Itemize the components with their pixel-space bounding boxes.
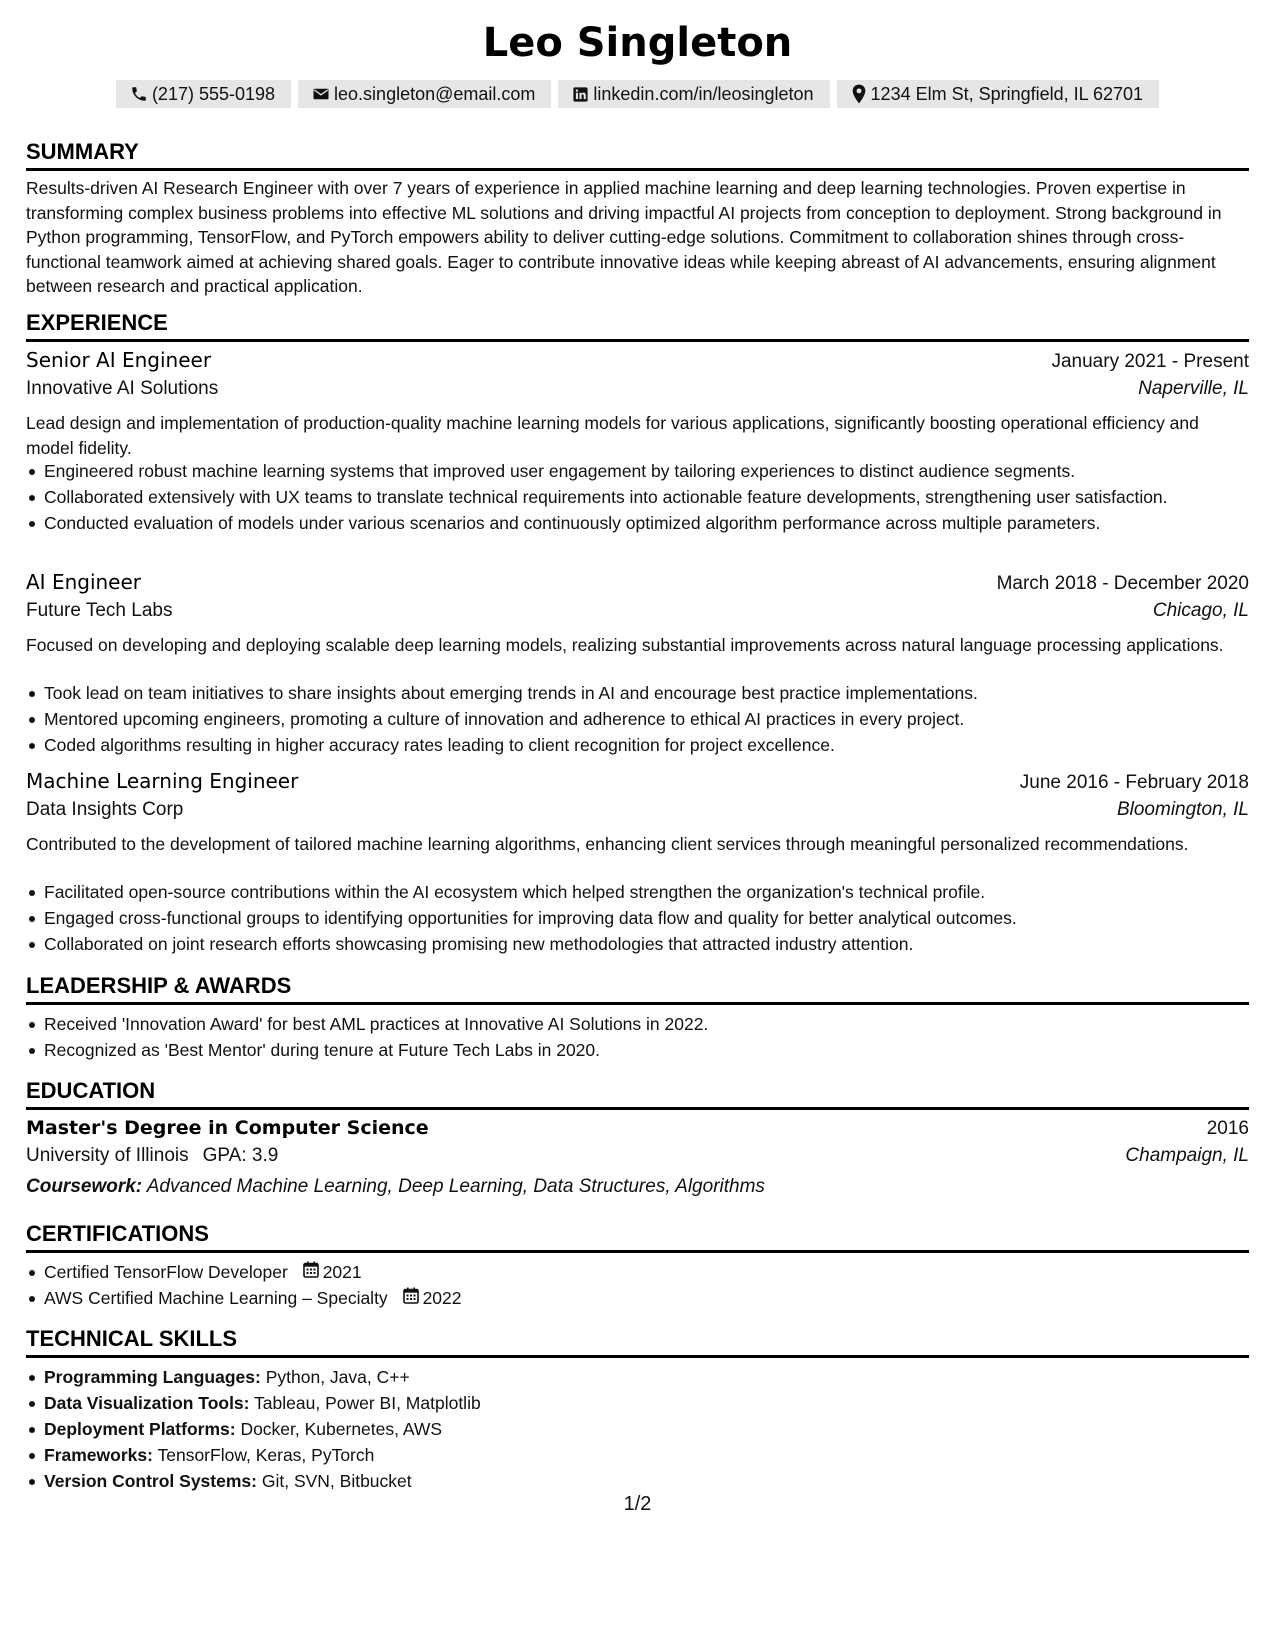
linkedin-text: linkedin.com/in/leosingleton bbox=[593, 83, 814, 104]
degree-title: Master's Degree in Computer Science bbox=[26, 1117, 429, 1139]
certifications-heading: CERTIFICATIONS bbox=[26, 1221, 209, 1246]
skill-value: Python, Java, C++ bbox=[265, 1367, 410, 1387]
address-text: 1234 Elm St, Springfield, IL 62701 bbox=[870, 83, 1144, 104]
skills-list bbox=[26, 1365, 1249, 1495]
list-item bbox=[26, 1417, 1249, 1442]
skill-label: Version Control Systems: bbox=[44, 1471, 257, 1491]
summary-text: Results-driven AI Research Engineer with over 7 years of experience in applied machine learning and deep learning technologies. Proven expertise in transforming complex business problems into effective ML solutions and driving impactful AI projects from conception to deployment. Strong background in Python programming, TensorFlow, and PyTorch empowers ability to deliver cutting-edge solutions. Commitment to collaboration shines through cross-functional teamwork aimed at achieving shared goals. Eager to contribute innovative ideas while keeping abreast of AI advancements, ensuring alignment between research and practical application. bbox=[26, 178, 1222, 296]
contact-phone[interactable] bbox=[116, 80, 291, 108]
list-item bbox=[26, 1286, 1249, 1311]
coursework-list: Advanced Machine Learning, Deep Learning, Data Structures, Algorithms bbox=[146, 1176, 765, 1197]
list-item: Mentored upcoming engineers, promoting a culture of innovation and adherence to ethical AI practices in every project. bbox=[26, 707, 1249, 732]
contact-email[interactable] bbox=[298, 80, 551, 108]
certifications-divider bbox=[26, 1250, 1249, 1253]
education-divider bbox=[26, 1107, 1249, 1110]
leadership-heading: LEADERSHIP & AWARDS bbox=[26, 973, 292, 998]
job-subheader bbox=[26, 799, 1249, 821]
job-location: Naperville, IL bbox=[1138, 378, 1249, 399]
job-company: Future Tech Labs bbox=[26, 600, 173, 621]
cert-date bbox=[303, 1260, 362, 1285]
list-item: Engineered robust machine learning systems that improved user engagement by tailoring experiences to distinct audience segments. bbox=[26, 459, 1249, 484]
job-company: Data Insights Corp bbox=[26, 799, 184, 820]
skill-label: Deployment Platforms: bbox=[44, 1419, 236, 1439]
job-description: Focused on developing and deploying scalable deep learning models, realizing substantial improvements across natural language processing applications. bbox=[26, 635, 1224, 655]
job-bullets bbox=[26, 681, 1249, 759]
job-header bbox=[26, 769, 1249, 794]
calendar-icon bbox=[403, 1286, 419, 1311]
email-text: leo.singleton@email.com bbox=[334, 83, 536, 104]
linkedin-icon bbox=[572, 86, 589, 103]
job-title: AI Engineer bbox=[26, 570, 142, 594]
list-item bbox=[26, 1443, 1249, 1468]
contact-bar bbox=[0, 80, 1275, 108]
job-description: Lead design and implementation of production-quality machine learning models for various applications, significantly boosting operational efficiency and model fidelity. bbox=[26, 413, 1199, 458]
summary-heading: SUMMARY bbox=[26, 139, 139, 164]
education-header bbox=[26, 1117, 1249, 1140]
envelope-icon bbox=[312, 85, 330, 103]
list-item bbox=[26, 1365, 1249, 1390]
list-item: Recognized as 'Best Mentor' during tenure at Future Tech Labs in 2020. bbox=[26, 1038, 1249, 1063]
list-item: Engaged cross-functional groups to identifying opportunities for improving data flow and quality for better analytical outcomes. bbox=[26, 906, 1249, 931]
list-item: Coded algorithms resulting in higher accuracy rates leading to client recognition for project excellence. bbox=[26, 733, 1249, 758]
skill-value: TensorFlow, Keras, PyTorch bbox=[157, 1445, 375, 1465]
summary-divider bbox=[26, 168, 1249, 171]
list-item: Facilitated open-source contributions within the AI ecosystem which helped strengthen the organization's technical profile. bbox=[26, 880, 1249, 905]
cert-year: 2021 bbox=[322, 1262, 362, 1282]
coursework-label: Coursework: bbox=[26, 1176, 143, 1197]
job-dates: March 2018 - December 2020 bbox=[996, 573, 1249, 594]
graduation-year: 2016 bbox=[1206, 1118, 1249, 1139]
leadership-divider bbox=[26, 1002, 1249, 1005]
list-item bbox=[26, 1391, 1249, 1416]
certifications-list bbox=[26, 1260, 1249, 1312]
job-title: Senior AI Engineer bbox=[26, 348, 212, 372]
school-location: Champaign, IL bbox=[1125, 1145, 1249, 1166]
job-description: Contributed to the development of tailored machine learning algorithms, enhancing client services through meaningful personalized recommendations. bbox=[26, 834, 1189, 854]
page-number: 1/2 bbox=[623, 1493, 652, 1515]
leadership-list bbox=[26, 1012, 1249, 1064]
cert-date bbox=[403, 1286, 462, 1311]
education-heading: EDUCATION bbox=[26, 1078, 156, 1103]
job-subheader bbox=[26, 378, 1249, 400]
job-subheader bbox=[26, 600, 1249, 622]
skills-heading: TECHNICAL SKILLS bbox=[26, 1326, 238, 1351]
list-item: Conducted evaluation of models under various scenarios and continuously optimized algorithm performance across multiple parameters. bbox=[26, 511, 1249, 536]
contact-linkedin[interactable] bbox=[558, 80, 829, 108]
job-location: Bloomington, IL bbox=[1116, 799, 1249, 820]
skills-divider bbox=[26, 1355, 1249, 1358]
map-pin-icon bbox=[851, 84, 867, 104]
coursework bbox=[26, 1176, 765, 1198]
skill-label: Data Visualization Tools: bbox=[44, 1393, 250, 1413]
cert-name: AWS Certified Machine Learning – Specialty bbox=[44, 1288, 388, 1308]
education-subheader bbox=[26, 1145, 1249, 1167]
experience-divider bbox=[26, 339, 1249, 342]
candidate-name: Leo Singleton bbox=[482, 20, 793, 66]
school-line bbox=[26, 1145, 278, 1167]
cert-year: 2022 bbox=[422, 1288, 462, 1308]
job-title: Machine Learning Engineer bbox=[26, 769, 299, 793]
skill-value: Tableau, Power BI, Matplotlib bbox=[254, 1393, 481, 1413]
skill-label: Frameworks: bbox=[44, 1445, 153, 1465]
gpa: GPA: 3.9 bbox=[202, 1145, 279, 1166]
job-header bbox=[26, 570, 1249, 595]
list-item: Collaborated on joint research efforts showcasing promising new methodologies that attracted industry attention. bbox=[26, 932, 1249, 957]
cert-name: Certified TensorFlow Developer bbox=[44, 1262, 288, 1282]
list-item: Collaborated extensively with UX teams to translate technical requirements into actionable feature developments, strengthening user satisfaction. bbox=[26, 485, 1249, 510]
experience-heading: EXPERIENCE bbox=[26, 310, 168, 335]
list-item bbox=[26, 1260, 1249, 1285]
skill-value: Docker, Kubernetes, AWS bbox=[240, 1419, 443, 1439]
school-name: University of Illinois bbox=[26, 1145, 189, 1166]
skill-value: Git, SVN, Bitbucket bbox=[261, 1471, 412, 1491]
contact-address[interactable] bbox=[837, 80, 1160, 108]
skill-label: Programming Languages: bbox=[44, 1367, 261, 1387]
job-company: Innovative AI Solutions bbox=[26, 378, 219, 399]
job-dates: June 2016 - February 2018 bbox=[1019, 772, 1249, 793]
list-item bbox=[26, 1469, 1249, 1494]
job-bullets bbox=[26, 459, 1249, 537]
job-header bbox=[26, 348, 1249, 373]
calendar-icon bbox=[303, 1260, 319, 1285]
list-item: Received 'Innovation Award' for best AML practices at Innovative AI Solutions in 2022. bbox=[26, 1012, 1249, 1037]
phone-icon bbox=[130, 85, 148, 103]
list-item: Took lead on team initiatives to share insights about emerging trends in AI and encourage best practice implementations. bbox=[26, 681, 1249, 706]
phone-text: (217) 555-0198 bbox=[151, 83, 276, 104]
job-dates: January 2021 - Present bbox=[1051, 351, 1249, 372]
job-bullets bbox=[26, 880, 1249, 958]
job-location: Chicago, IL bbox=[1152, 600, 1249, 621]
